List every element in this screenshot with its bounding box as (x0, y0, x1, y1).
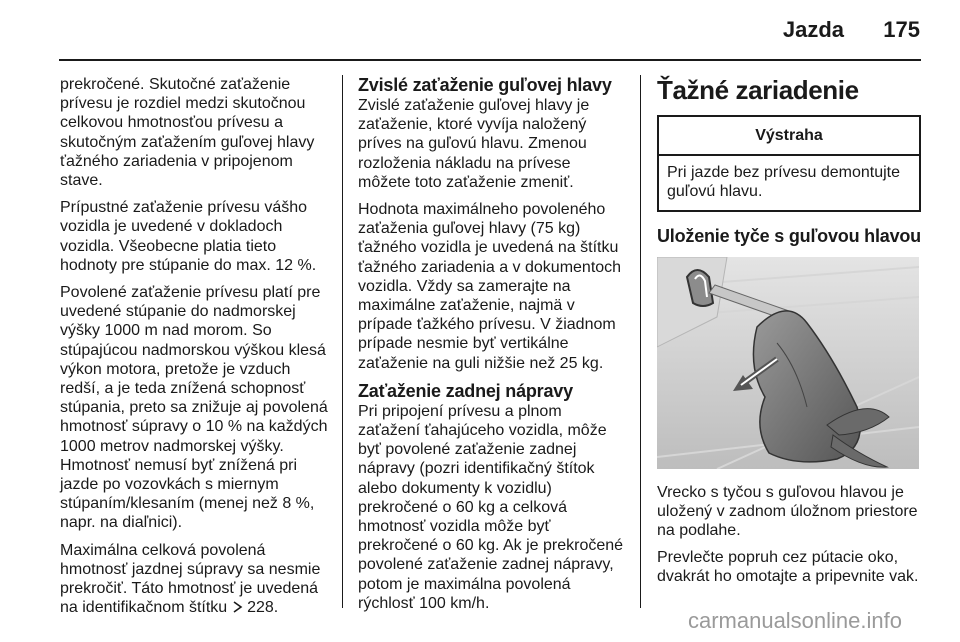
warning-text: Pri jazde bez prívesu demontujte guľovú hlavu. (667, 164, 901, 201)
column-right (657, 75, 921, 595)
page-reference[interactable]: 228. (247, 599, 279, 617)
section-heading: Uloženie tyče s guľovou hlavou (657, 225, 921, 246)
column-left (60, 75, 328, 625)
chapter-heading: Ťažné zariadenie (657, 75, 859, 105)
section-heading: Zvislé zaťaženie guľovej hlavy (358, 75, 612, 95)
column-middle (358, 75, 626, 621)
column-divider (342, 75, 343, 608)
paragraph: prekročené. Skutočné zaťaženie prívesu je rozdiel medzi skutočnou celkovou hmotnosťou prívesu a skutočným zaťažením guľovej hlavy ťažného zariadenia v pripojenom stave. (60, 76, 315, 190)
warning-title: Výstraha (659, 117, 919, 156)
paragraph: Zvislé zaťaženie guľovej hlavy je zaťaženie, ktoré vyvíja naložený príves na guľovú hlavu. Zmenou rozloženia nákladu na prívese môžete toto zaťaženie zmeniť. (358, 97, 590, 191)
tow-bar-bag-illustration (657, 257, 919, 469)
paragraph-text: Maximálna celková povolená hmotnosť jazdnej súpravy sa nesmie prekročiť. Táto hmotnosť je uvedená na identifikačnom štítku (60, 541, 321, 617)
paragraph: Pri pripojení prívesu a plnom zaťažení ťahajúceho vozidla, môže byť povolené zaťaženie zadnej nápravy (pozri identifikačný štítok alebo dokumenty k vozidlu) prekročené o 60 kg a celková hmotnosť vozidla môže byť prekročené o 60 kg. Ak je prekročené povolené zaťaženie zadnej nápravy, potom je maximálna povolená rýchlosť 100 km/h. (358, 402, 624, 612)
watermark: carmanualsonline.info (687, 608, 902, 633)
paragraph: Vrecko s tyčou s guľovou hlavou je uložený v zadnom úložnom priestore na podlahe. (657, 483, 918, 540)
paragraph: Hodnota maximálneho povoleného zaťaženia guľovej hlavy (75 kg) ťažného vozidla je uvedená na štítku ťažného zariadenia a v dokumentoch vozidla. Vždy sa zamerajte na maximálne zaťaženie, najmä v prípade ťažkého prívesu. V žiadnom prípade nesmie byť vertikálne zaťaženie na guli nižšie než 25 kg. (358, 201, 622, 372)
paragraph: Prípustné zaťaženie prívesu vášho vozidla je uvedené v dokladoch vozidla. Všeobecne platia tieto hodnoty pre stúpanie do max. 12 %. (60, 199, 317, 274)
arrow-ref-icon (232, 599, 243, 616)
page-number: 175 (883, 17, 920, 42)
section-heading: Zaťaženie zadnej nápravy (358, 380, 573, 401)
warning-box (657, 115, 921, 212)
header-divider (59, 59, 921, 61)
chapter-title: Jazda (782, 17, 844, 42)
page-header (0, 0, 960, 60)
column-divider (640, 75, 641, 608)
paragraph: Prevlečte popruh cez pútacie oko, dvakrát ho omotajte a pripevnite vak. (657, 549, 919, 586)
paragraph (60, 541, 328, 618)
paragraph: Povolené zaťaženie prívesu platí pre uvedené stúpanie do nadmorskej výšky 1000 m nad morom. So stúpajúcou nadmorskou výškou klesá výkon motora, pretože je vzduch redší, a je teda znížená schopnosť stúpania, preto sa znižuje aj povolená hmotnosť súpravy o 10 % na každých 1000 metrov nadmorskej výšky. Hmotnosť nemusí byť znížená pri jazde po vozovkách s miernym stúpaním/klesaním (menej než 8 %, napr. na diaľnici). (60, 284, 328, 532)
